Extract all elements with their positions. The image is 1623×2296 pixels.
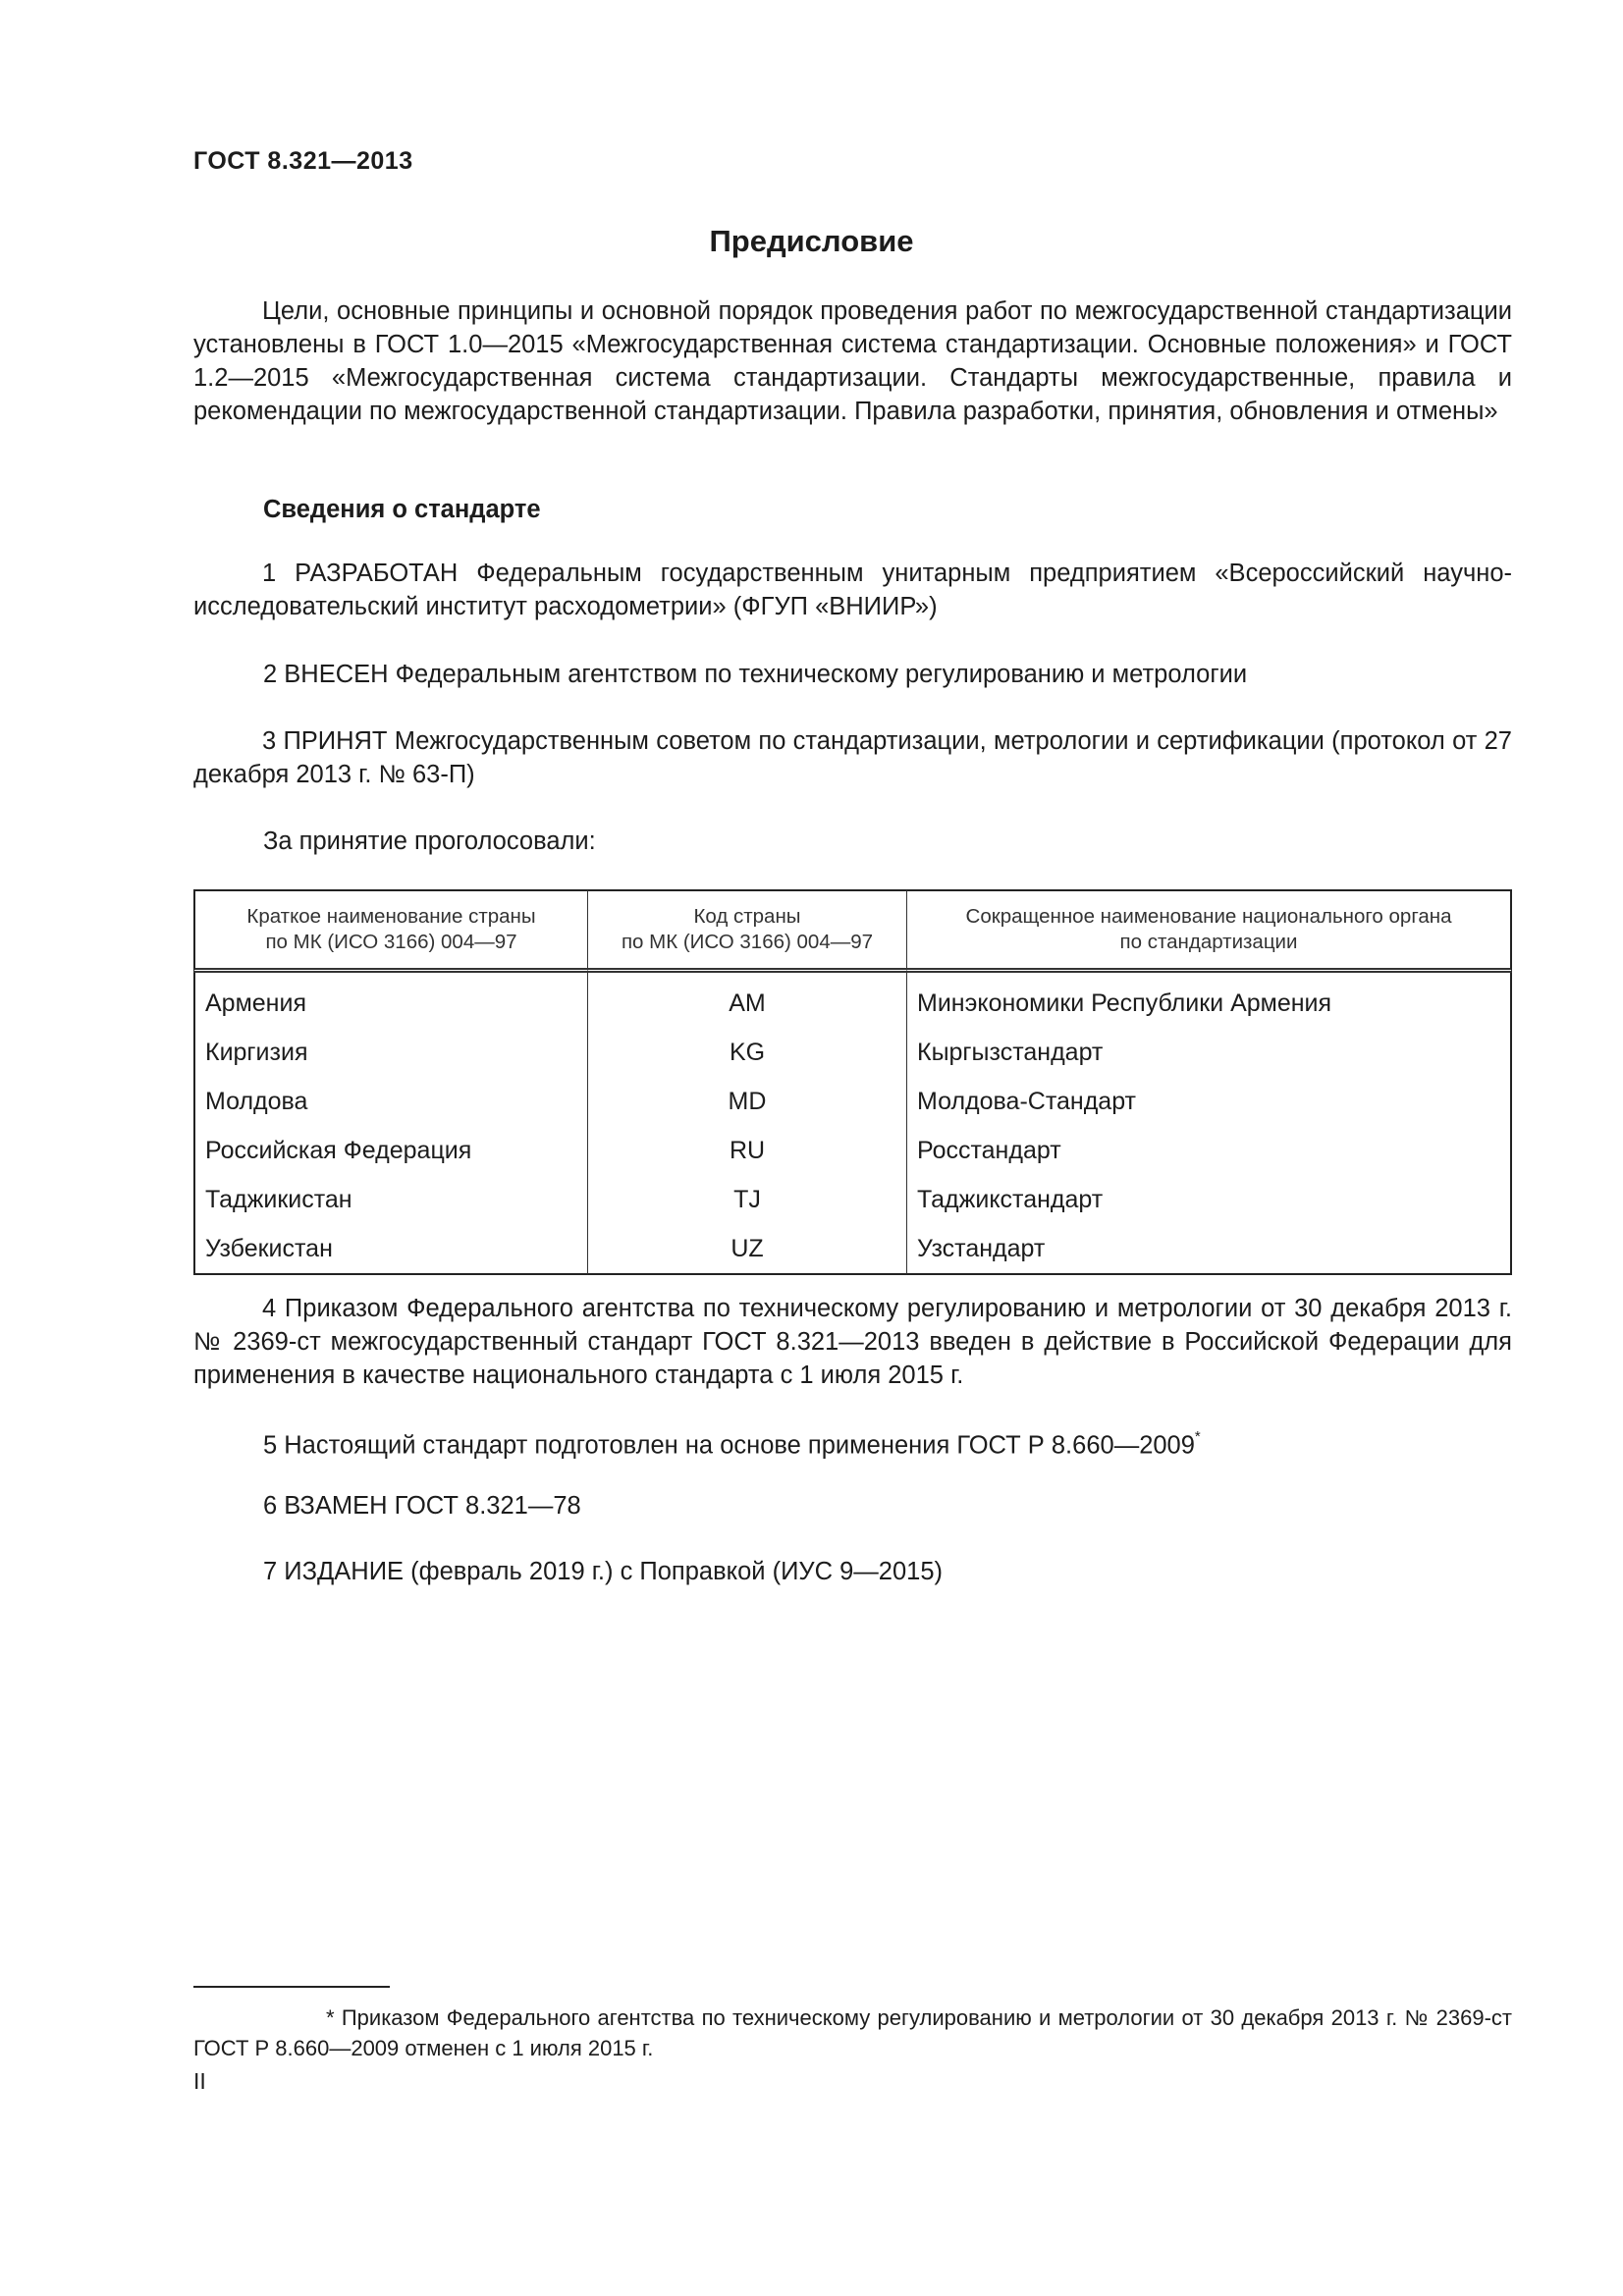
page-number: II [193,2068,206,2094]
country-cell: Таджикистан [193,1175,588,1224]
standards-body-cell: Таджикстандарт [907,1175,1512,1224]
section-heading: Сведения о стандарте [263,496,541,523]
item-6-replaces: 6 ВЗАМЕН ГОСТ 8.321—78 [263,1492,581,1520]
item-1-developed: 1 РАЗРАБОТАН Федеральным государственным унитарным предприятием «Всероссийский научно-исследовательский институт расходометрии» (ФГУП «ВНИИР») [193,560,1512,620]
footnote-text: * Приказом Федерального агентства по техническому регулированию и метрологии от 30 декабря 2013 г. № 2369-ст ГОСТ Р 8.660—2009 отменен с 1 июля 2015 г. [193,2005,1512,2060]
country-code-cell: TJ [588,1175,907,1224]
standards-body-cell: Узстандарт [907,1224,1512,1275]
voting-countries-table [193,889,1512,1275]
table-row [193,1077,1512,1126]
country-cell: Узбекистан [193,1224,588,1275]
standards-body-cell: Молдова-Стандарт [907,1077,1512,1126]
voted-label: За принятие проголосовали: [263,828,596,855]
country-cell: Молдова [193,1077,588,1126]
country-code-cell: AM [588,973,907,1028]
item-4-order: 4 Приказом Федерального агентства по техническому регулированию и метрологии от 30 декабря 2013 г. № 2369-ст межгосударственный стандарт ГОСТ 8.321—2013 введен в действие в Российской Федерации для применения в качестве национального стандарта с 1 июля 2015 г. [193,1295,1512,1389]
table-row [193,973,1512,1028]
table-row [193,1028,1512,1077]
country-code-cell: MD [588,1077,907,1126]
standards-body-cell: Минэкономики Республики Армения [907,973,1512,1028]
item-3-adopted: 3 ПРИНЯТ Межгосударственным советом по стандартизации, метрологии и сертификации (протокол от 27 декабря 2013 г. № 63-П) [193,727,1512,788]
item-2-introduced: 2 ВНЕСЕН Федеральным агентством по техническому регулированию и метрологии [263,661,1248,688]
country-code-cell: KG [588,1028,907,1077]
item-7-edition: 7 ИЗДАНИЕ (февраль 2019 г.) с Поправкой (ИУС 9—2015) [263,1558,944,1585]
country-code-cell: UZ [588,1224,907,1275]
country-cell: Киргизия [193,1028,588,1077]
standards-body-cell: Кыргызстандарт [907,1028,1512,1077]
country-cell: Российская Федерация [193,1126,588,1175]
standards-body-cell: Росстандарт [907,1126,1512,1175]
column-header-code: Код страны по МК (ИСО 3166) 004—97 [588,889,907,973]
footnote-divider [193,1986,390,1988]
column-header-standards-body: Сокращенное наименование национального органа по стандартизации [907,889,1512,973]
column-header-country: Краткое наименование страны по МК (ИСО 3166) 004—97 [193,889,588,973]
country-code-cell: RU [588,1126,907,1175]
table-row [193,1126,1512,1175]
table-row [193,1224,1512,1275]
country-cell: Армения [193,973,588,1028]
table-header-row [193,889,1512,973]
intro-paragraph: Цели, основные принципы и основной порядок проведения работ по межгосударственной стандартизации установлены в ГОСТ 1.0—2015 «Межгосударственная система стандартизации. Основные положения» и ГОСТ 1.2—2015 «Межгосударственная система стандартизации. Стандарты межгосударственные, правила и рекомендации по межгосударственной стандартизации. Правила разработки, принятия, обновления и отмены» [193,297,1512,425]
item-5-basis: 5 Настоящий стандарт подготовлен на основе применения ГОСТ Р 8.660—2009* [263,1428,1201,1460]
page-title: Предисловие [709,224,914,258]
table-row [193,1175,1512,1224]
standard-code-header: ГОСТ 8.321—2013 [193,147,413,175]
footnote-mark: * [1194,1428,1201,1445]
